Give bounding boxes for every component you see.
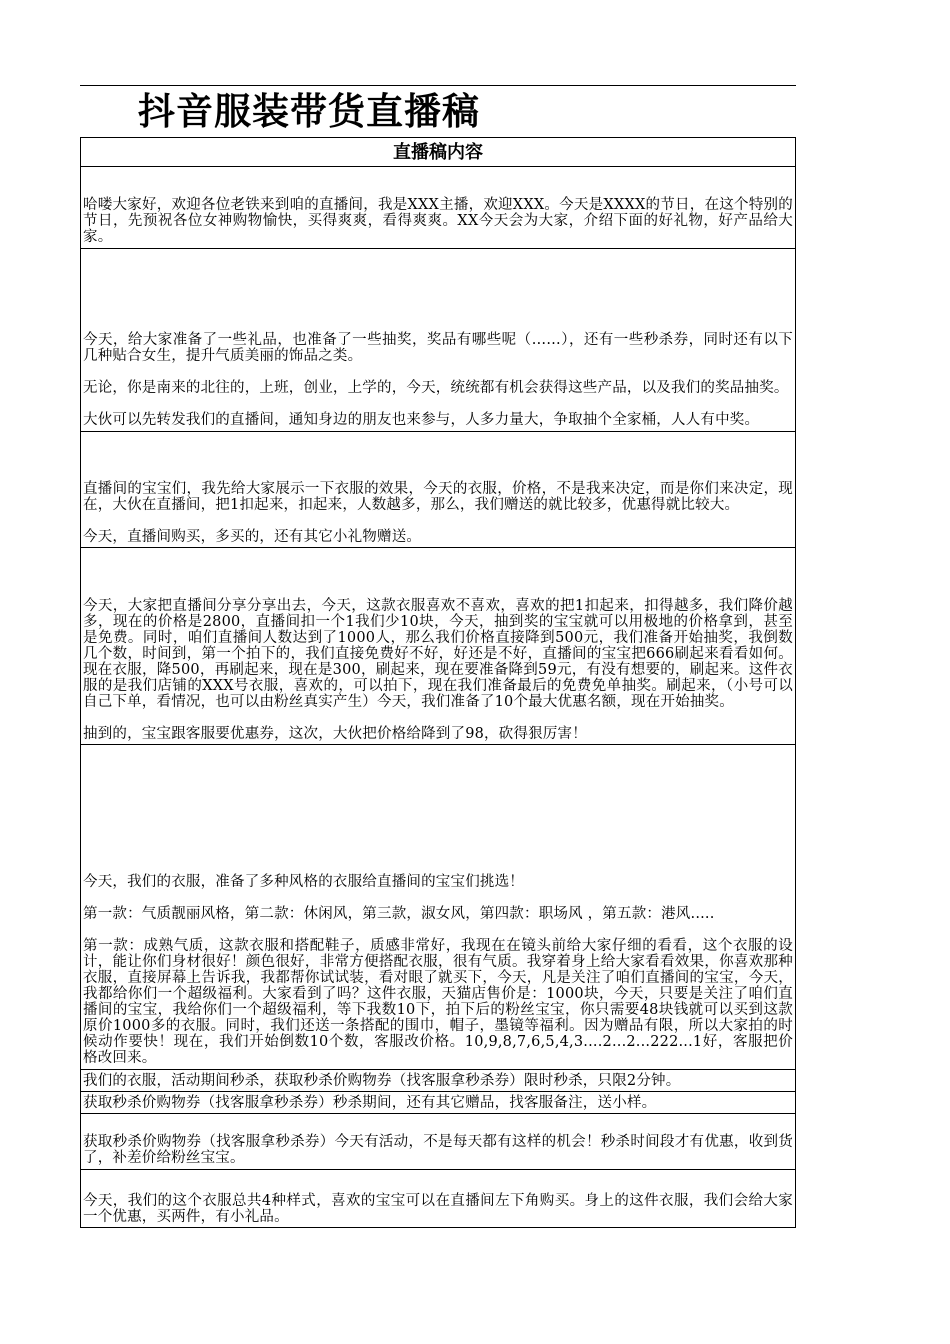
paragraph: 大伙可以先转发我们的直播间，通知身边的朋友也来参与，人多力量大，争取抽个全家桶，人人有中奖。 [83,412,760,428]
paragraph: 第一款：成熟气质，这款衣服和搭配鞋子，质感非常好，我现在在镜头前给大家仔细的看看，这个衣服的设计，能让你们身材很好！颜色很好，非常方便搭配衣服，很有气质。我穿着身上给大家看看效果，你喜欢那种衣服，直接屏幕上告诉我，我都帮你试试装，看对眼了就买下，今天，凡是关注了咱们直播间的宝宝，今天，我都给你们一个超级福利。大家看到了吗？这件衣服，天猫店售价是：1000块，今天，只要是关注了咱们直播间的宝宝，我给你们一个超级福利，等下我数10下，拍下后的粉丝宝宝，你只需要48块钱就可以买到这款原价1000多的衣服。同时，我们还送一条搭配的围巾，帽子，墨镜等福利。因为赠品有限，所以大家拍的时候动作要快！现在，我们开始倒数10个数，客服改价格。10,9,8,7,6,5,4,3....2...2...222...1好，客服把价格改回来。 [83,938,793,1066]
script-row-6 [81,1070,795,1092]
paragraph: 哈喽大家好，欢迎各位老铁来到咱的直播间，我是XXX主播，欢迎XXX。今天是XXXX的节日，在这个特别的节日，先预祝各位女神购物愉快，买得爽爽，看得爽爽。XX今天会为大家，介绍下面的好礼物，好产品给大家。 [83,197,793,245]
script-row-7 [81,1092,795,1114]
paragraph: 今天，我们的衣服，准备了多种风格的衣服给直播间的宝宝们挑选！ [83,874,524,890]
script-table [80,137,796,1228]
paragraph: 抽到的，宝宝跟客服要优惠券，这次，大伙把价格给降到了98，砍得狠厉害！ [83,726,587,742]
paragraph: 直播间的宝宝们，我先给大家展示一下衣服的效果，今天的衣服，价格，不是我来决定，而是你们来决定，现在，大伙在直播间，把1扣起来，扣起来，人数越多，那么，我们赠送的就比较多，优惠得就比较大。 [83,481,793,513]
script-row-8 [81,1114,795,1170]
script-row-2 [81,249,795,432]
document-title: 抖音服装带货直播稿 [138,90,480,133]
script-row-1 [81,167,795,249]
paragraph: 今天，给大家准备了一些礼品，也准备了一些抽奖，奖品有哪些呢（……），还有一些秒杀券，同时还有以下几种贴合女生，提升气质美丽的饰品之类。 [83,332,793,364]
paragraph: 无论，你是南来的北往的，上班，创业，上学的，今天，统统都有机会获得这些产品，以及我们的奖品抽奖。 [83,380,789,396]
paragraph: 我们的衣服，活动期间秒杀，获取秒杀价购物券（找客服拿秒杀券）限时秒杀，只限2分钟。 [83,1073,681,1089]
script-row-9 [81,1170,795,1228]
paragraph: 今天，我们的这个衣服总共4种样式，喜欢的宝宝可以在直播间左下角购买。身上的这件衣服，我们会给大家一个优惠，买两件，有小礼品。 [83,1193,793,1225]
script-row-3 [81,432,795,548]
top-border-line [80,85,796,86]
script-row-5 [81,745,795,1070]
paragraph: 获取秒杀价购物券（找客服拿秒杀券）今天有活动，不是每天都有这样的机会！秒杀时间段才有优惠，收到货了，补差价给粉丝宝宝。 [83,1134,793,1166]
paragraph: 获取秒杀价购物券（找客服拿秒杀券）秒杀期间，还有其它赠品，找客服备注，送小样。 [83,1095,657,1111]
script-row-4 [81,548,795,745]
column-header: 直播稿内容 [81,138,795,167]
paragraph: 今天，大家把直播间分享分享出去，今天，这款衣服喜欢不喜欢，喜欢的把1扣起来，扣得越多，我们降价越多，现在的价格是2800，直播间扣一个1我们少10块，今天，抽到奖的宝宝就可以用极地的价格拿到，甚至是免费。同时，咱们直播间人数达到了1000人，那么我们价格直接降到500元，我们准备开始抽奖，我倒数几个数，时间到，第一个拍下的，我们直接免费好不好，好还是不好，直播间的宝宝把666刷起来看看如何。现在衣服，降500，再刷起来，现在是300，刷起来，现在要准备降到59元，有没有想要的，刷起来。这件衣服的是我们店铺的XXX号衣服，喜欢的，可以拍下，现在我们准备最后的免费免单抽奖。刷起来，（小号可以自己下单，看情况，也可以由粉丝真实产生）今天，我们准备了10个最大优惠名额，现在开始抽奖。 [83,598,793,710]
paragraph: 第一款：气质靓丽风格，第二款：休闲风，第三款，淑女风，第四款：职场风 ，第五款：港风..... [83,906,715,922]
paragraph: 今天，直播间购买，多买的，还有其它小礼物赠送。 [83,529,422,545]
